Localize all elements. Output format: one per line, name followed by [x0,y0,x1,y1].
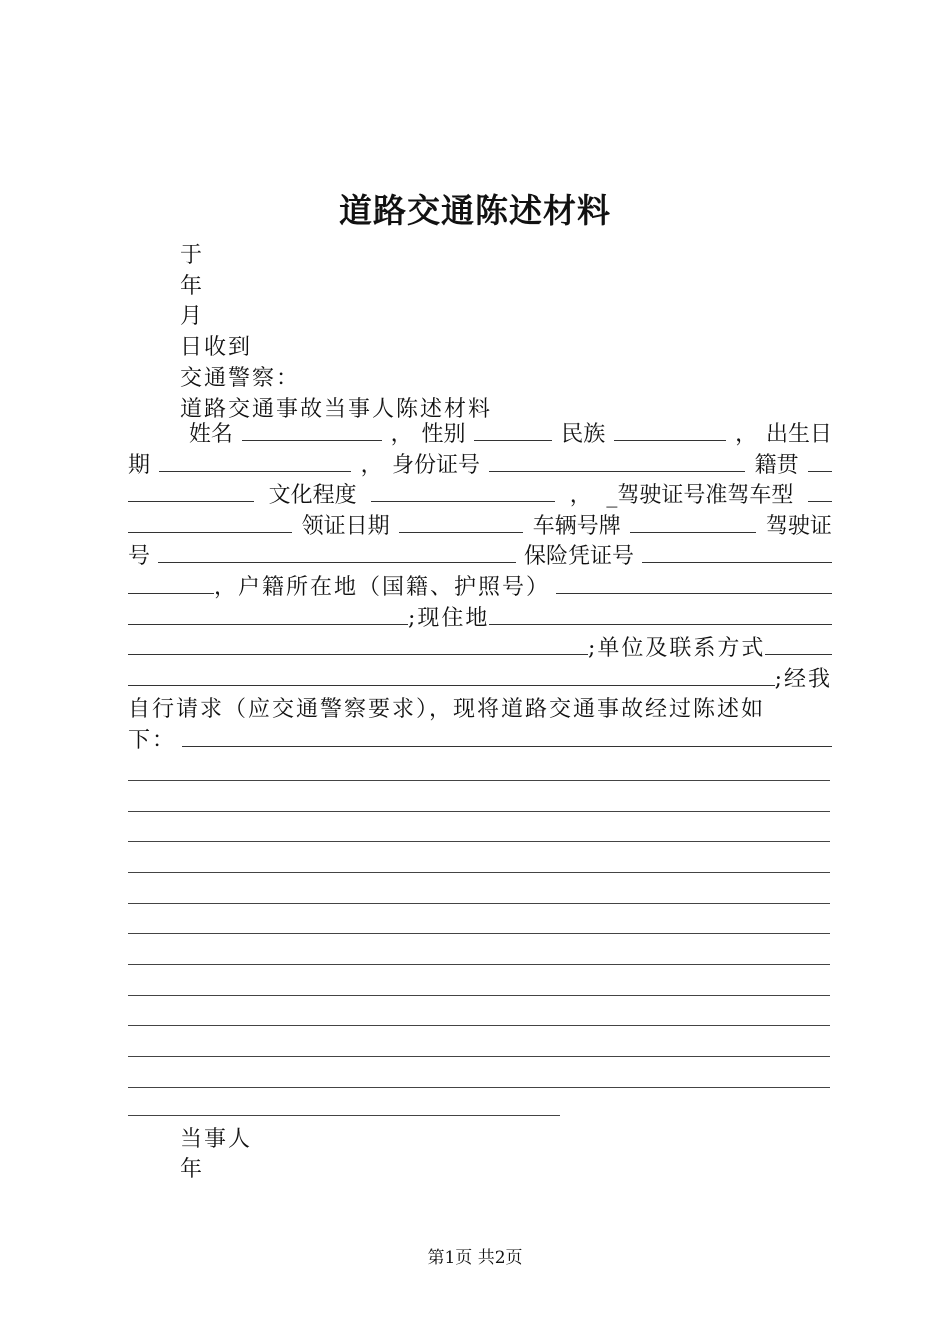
header-line-month: 月 [180,304,205,329]
label-below: 下： [128,727,177,753]
header-line-statement-title: 道路交通事故当事人陈述材料 [180,397,493,422]
statement-blank-line[interactable] [128,995,830,996]
unit-contact-blank-a[interactable] [765,636,832,655]
statement-blank-line[interactable] [128,811,830,812]
document-title: 道路交通陈述材料 [339,191,611,230]
insurance-blank-a[interactable] [642,544,832,563]
label-plate: 车辆号牌 [532,513,621,539]
signature-party: 当事人 [180,1127,253,1152]
form-row-4 [128,512,832,543]
statement-blank-line[interactable] [128,933,830,934]
form-body [128,420,832,757]
statement-blank-line[interactable] [128,1025,830,1026]
education-blank[interactable] [371,483,555,502]
native-blank-a[interactable] [808,453,832,472]
label-household: ，户籍所在地（国籍、护照号） [214,574,551,600]
statement-blank-line[interactable] [128,903,830,904]
native-blank-b[interactable] [128,483,254,502]
form-row-5 [128,542,832,573]
household-blank-b[interactable] [128,606,408,625]
label-education: 文化程度 [268,483,357,509]
statement-blank-line[interactable] [128,1056,830,1057]
insurance-blank-b[interactable] [128,575,214,594]
statement-blank-line[interactable] [128,872,830,873]
statement-blank-line[interactable] [128,841,830,842]
gender-blank[interactable] [474,422,552,441]
form-row-10 [128,695,832,726]
header-line-year: 年 [180,274,205,299]
statement-blank-line[interactable] [128,1087,830,1088]
form-row-6 [128,573,832,604]
label-issue-date: 领证日期 [301,513,390,539]
form-row-9 [128,665,832,696]
label-unit-contact: ;单位及联系方式 [588,636,766,662]
header-line-police: 交通警察： [180,366,301,391]
label-drive-a: 驾驶证 [765,513,832,539]
label-name: 姓名 [188,422,233,447]
label-gender: 性别 [421,422,466,447]
form-row-3: 文化程度 ， _驾驶证号准驾车型 [128,481,832,512]
label-request: 自行请求（应交通警察要求），现将道路交通事故经过陈述如 [128,697,766,723]
form-row-11 [128,726,832,757]
page-footer: 第1页 共2页 [427,1248,523,1268]
label-current: ;现住地 [408,605,490,631]
current-blank-a[interactable] [489,606,832,625]
label-birth-a: 出生日 [765,422,832,447]
label-native: 籍贯 [754,452,799,478]
label-insurance: 保险凭证号 [523,544,634,570]
id-no-blank[interactable] [489,453,745,472]
license-vehicle-blank-a[interactable] [808,483,832,502]
signature-year: 年 [180,1157,205,1182]
statement-blank-line-last[interactable] [128,1115,560,1116]
plate-blank[interactable] [630,514,756,533]
label-birth-b: 期 [128,452,151,478]
label-drive-b: 号 [128,544,151,570]
drive-no-blank[interactable] [158,544,516,563]
birth-blank[interactable] [159,453,351,472]
label-id-no: 身份证号 [391,452,480,478]
header-line-day-received: 日收到 [180,335,253,360]
household-blank-a[interactable] [556,575,832,594]
statement-blank-first[interactable] [182,728,832,747]
header-line-yu: 于 [180,243,205,268]
ethnicity-blank[interactable] [614,422,726,441]
current-blank-b[interactable] [128,636,588,655]
form-row-8 [128,634,832,665]
form-row-2: 期 ， 身份证号 籍贯 [128,451,832,482]
issue-date-blank[interactable] [399,514,523,533]
license-vehicle-blank-b[interactable] [128,514,292,533]
unit-contact-blank-b[interactable] [128,667,775,686]
name-blank[interactable] [242,422,382,441]
label-via-a: ;经我 [774,666,832,692]
statement-blank-line[interactable] [128,780,830,781]
label-ethnicity: 民族 [561,422,606,447]
statement-blank-line[interactable] [128,964,830,965]
form-row-7 [128,604,832,635]
label-license-vehicle: _驾驶证号准驾车型 [606,483,794,509]
form-row-1: 姓名 ， 性别 民族 ， 出生日 [128,420,832,451]
